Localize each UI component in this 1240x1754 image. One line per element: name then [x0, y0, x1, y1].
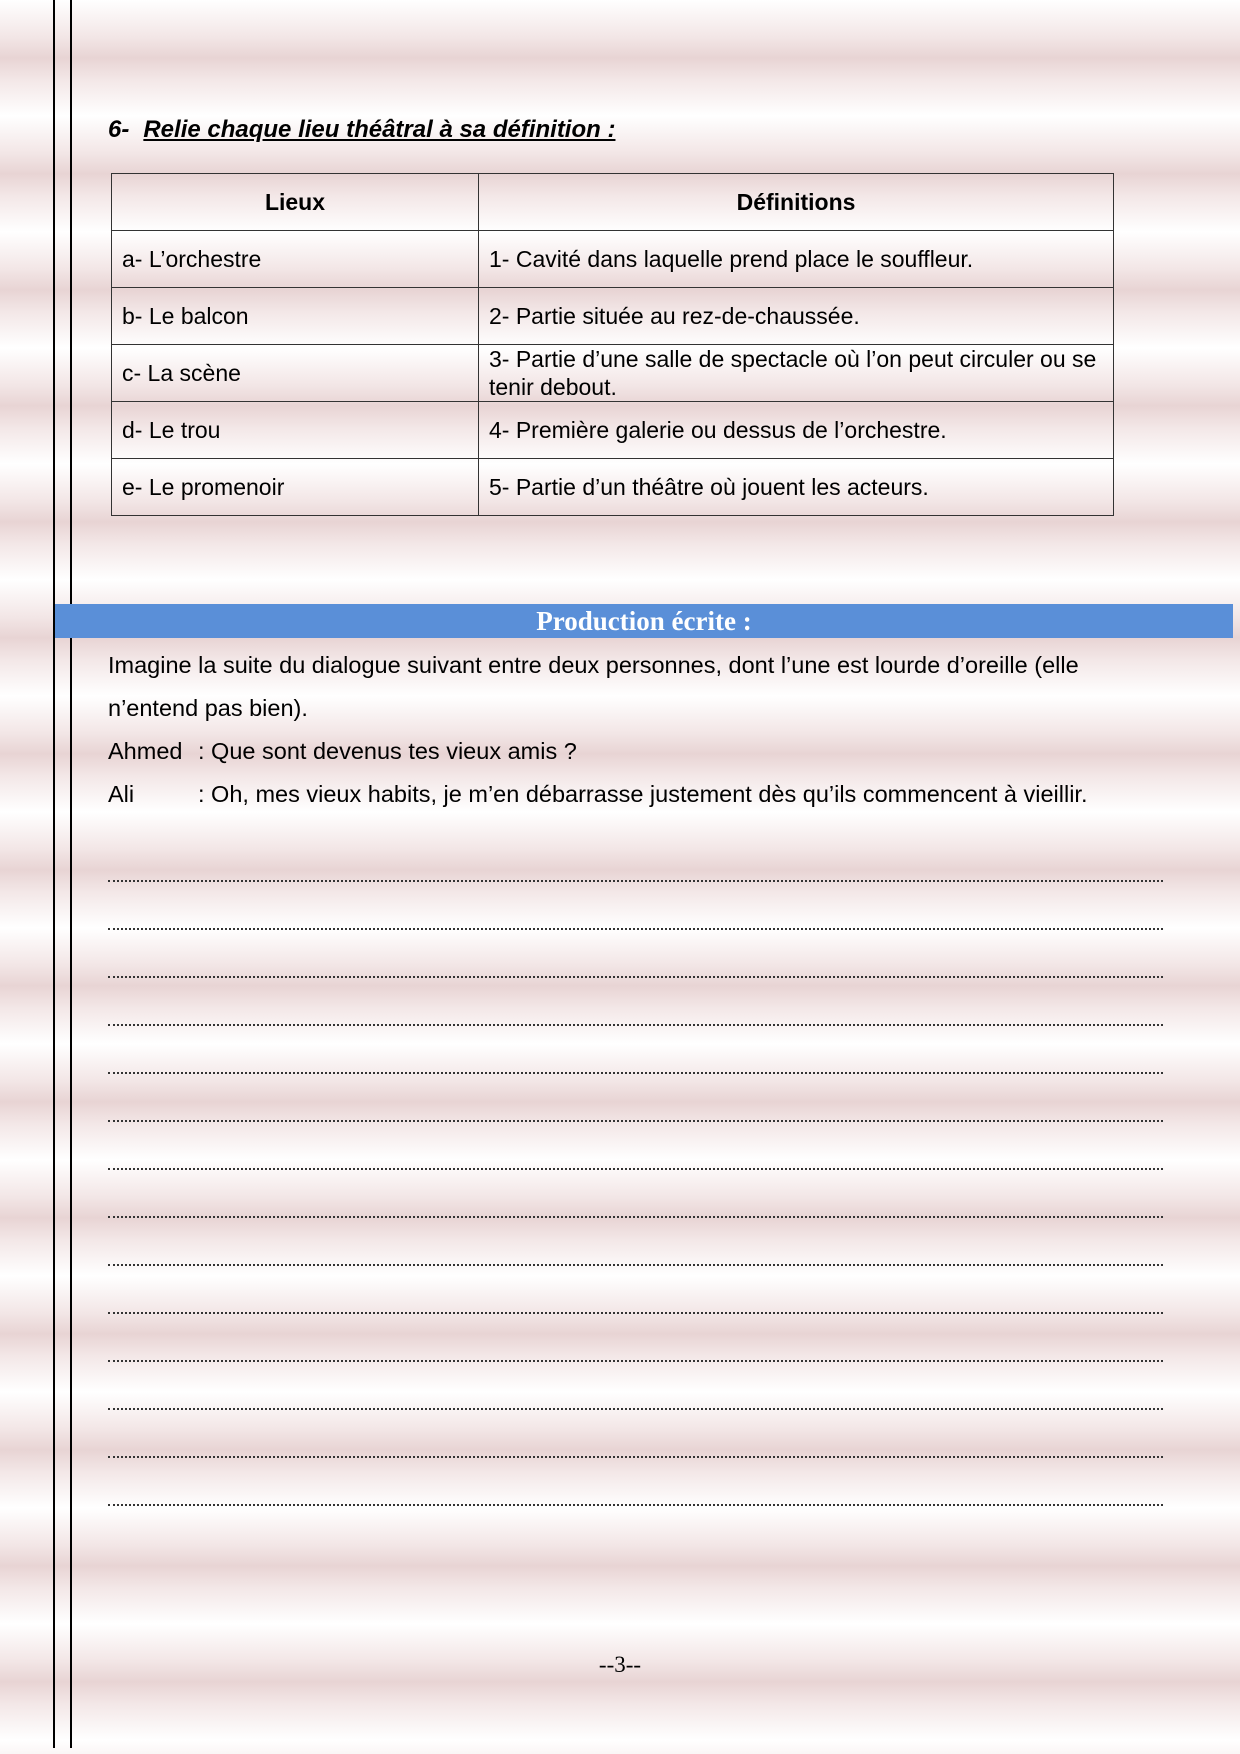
answer-line[interactable]: [108, 1456, 1163, 1458]
speaker-name: Ali: [108, 781, 135, 807]
dialogue-text: : Oh, mes vieux habits, je m’en débarrasse justement dès qu’ils commencent à vieillir.: [198, 781, 1088, 807]
margin-rule-outer: [53, 0, 55, 1748]
production-instruction: Imagine la suite du dialogue suivant entre deux personnes, dont l’une est lourde d’oreille (elle n’entend pas bien).: [108, 652, 1079, 721]
question-6-title: [108, 116, 615, 144]
production-ecrite-banner: Production écrite :: [55, 604, 1233, 638]
header-definitions: Définitions: [479, 174, 1114, 231]
lieu-cell: b- Le balcon: [112, 288, 479, 345]
definition-cell: 4- Première galerie ou dessus de l’orchestre.: [479, 402, 1114, 459]
answer-line[interactable]: [108, 1408, 1163, 1410]
header-lieux: Lieux: [112, 174, 479, 231]
answer-line[interactable]: [108, 880, 1163, 882]
definition-cell: 2- Partie située au rez-de-chaussée.: [479, 288, 1114, 345]
dialogue-text: : Que sont devenus tes vieux amis ?: [198, 738, 577, 764]
question-text: Relie chaque lieu théâtral à sa définition :: [143, 116, 616, 143]
answer-line[interactable]: [108, 1168, 1163, 1170]
page-number: --3--: [598, 1652, 642, 1677]
table-header-row: [112, 174, 1114, 231]
lieu-cell: e- Le promenoir: [112, 459, 479, 516]
definition-cell: 3- Partie d’une salle de spectacle où l’on peut circuler ou se tenir debout.: [479, 345, 1114, 402]
definition-cell: 1- Cavité dans laquelle prend place le souffleur.: [479, 231, 1114, 288]
answer-line[interactable]: [108, 1264, 1163, 1266]
speaker-name: Ahmed: [108, 738, 183, 764]
lieu-cell: a- L’orchestre: [112, 231, 479, 288]
dialogue-line-ali: [108, 773, 1163, 816]
lieu-cell: c- La scène: [112, 345, 479, 402]
lieu-cell: d- Le trou: [112, 402, 479, 459]
answer-line[interactable]: [108, 1024, 1163, 1026]
answer-line[interactable]: [108, 1072, 1163, 1074]
table-row: [112, 402, 1114, 459]
answer-line[interactable]: [108, 1360, 1163, 1362]
table-row: [112, 288, 1114, 345]
answer-line[interactable]: [108, 1504, 1163, 1506]
answer-line[interactable]: [108, 928, 1163, 930]
table-row: [112, 345, 1114, 402]
table-row: [112, 459, 1114, 516]
matching-table: [111, 173, 1114, 516]
answer-line[interactable]: [108, 1312, 1163, 1314]
definition-cell: 5- Partie d’un théâtre où jouent les acteurs.: [479, 459, 1114, 516]
answer-line[interactable]: [108, 1120, 1163, 1122]
answer-line[interactable]: [108, 976, 1163, 978]
table-row: [112, 231, 1114, 288]
margin-rule-inner: [70, 0, 72, 1748]
dialogue-line-ahmed: [108, 730, 1163, 773]
question-number: 6-: [108, 116, 130, 143]
answer-line[interactable]: [108, 1216, 1163, 1218]
